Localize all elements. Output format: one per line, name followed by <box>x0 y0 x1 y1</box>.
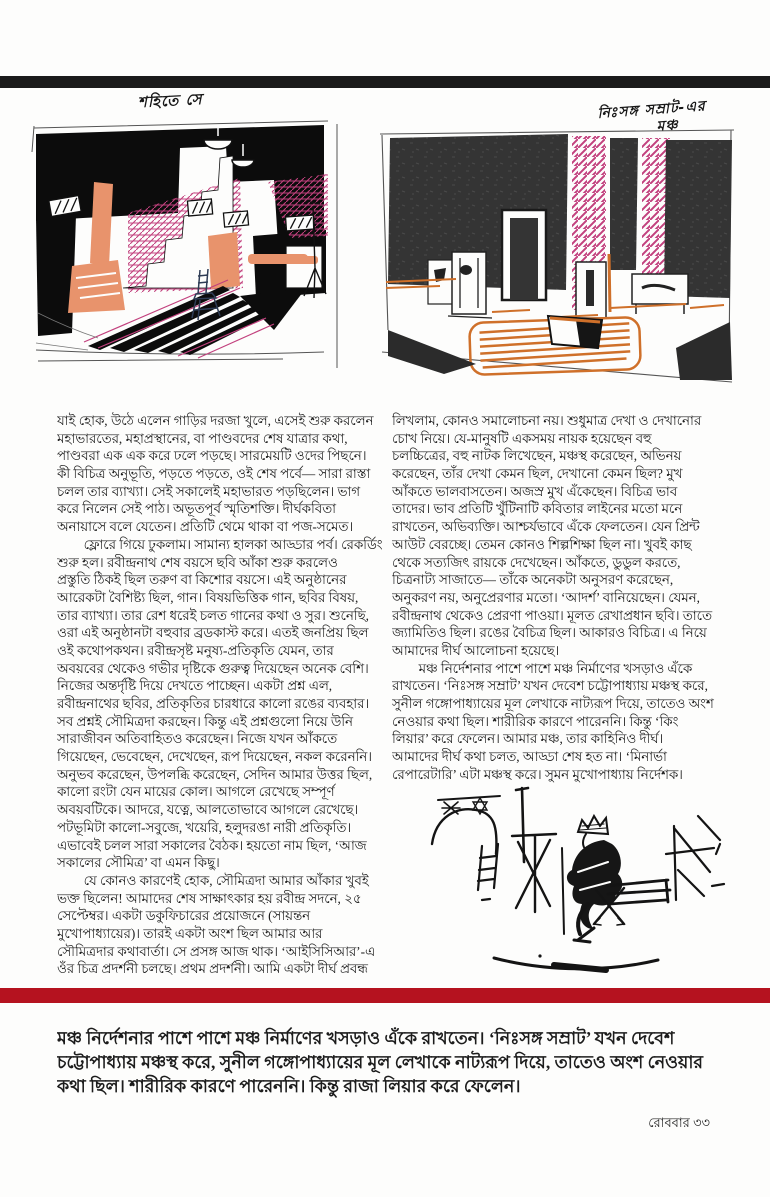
text-line: কী বিচিত্র অনুভূতি, পড়তে পড়তে, ওই শেষ পর্বে— সারা রাস্তা <box>57 466 371 482</box>
handwritten-caption-left: শহিতে সে <box>137 90 203 112</box>
text-line: রবীন্দ্রনাথ থেকেও প্রেরণা পাওয়া। মূলত রেখাপ্রধান ছবি। তাতে <box>392 607 712 623</box>
stage-design-sketch-left <box>28 118 346 386</box>
text-line: গিয়েছেন, ভেবেছেন, দেখেছেন, রূপ দিয়েছেন, নকল করেননি। <box>57 749 373 765</box>
text-line: তাদের। ভাব প্রতিটি খুঁটিনাটি কবিতার লাইনের মতো মনে <box>392 501 683 517</box>
right-door-cut <box>286 246 322 288</box>
text-line: সৌমিত্রদার কথাবার্তা। সে প্রসঙ্গ আজ থাক। ‘আইসিসিআর’-এ <box>57 943 376 959</box>
text-line: মহাভারতের, মহাপ্রস্থানের, বা পাণ্ডবদের শেষ যাত্রার কথা, <box>57 430 348 446</box>
text-line: নিজের অন্তর্দৃষ্টি দিয়ে দেখতে পাচ্ছেন। একটা প্রশ্ন এল, <box>57 678 333 694</box>
text-line: সেপ্টেম্বর। একটা ডকুফিচারের প্রয়োজনে (সায়ন্তন <box>57 908 311 924</box>
text-line: নেওয়ার কথা ছিল। শারীরিক কারণে পারেননি। কিন্তু ‘কিং <box>392 713 679 729</box>
text-line: সকালের সৌমিত্র’ বা এমন কিছু। <box>57 855 220 871</box>
handwritten-caption-right-line2: মঞ্চ <box>656 117 680 135</box>
text-line: করেছেন, তাঁর দেখা কেমন ছিল, দেখানো কেমন ছিল? মুখ <box>392 466 683 482</box>
lear-figure-sketch <box>428 782 728 992</box>
text-line: ফ্লোরে গিয়ে ঢুকলাম। সামান্য হালকা আড্ডার পর্ব। রেকর্ডিং <box>57 536 383 552</box>
top-divider-rule <box>0 76 770 88</box>
text-line: চলচ্চিত্রের, বহু নাটক লিখেছেন, মঞ্চস্থ করেছেন, অভিনয় <box>392 448 682 464</box>
text-line: রাখতেন। ‘নিঃসঙ্গ সম্রাট’ যখন দেবেশ চট্টোপাধ্যায় মঞ্চস্থ করে, <box>392 678 708 694</box>
text-line: অবয়বের থেকেও গভীর দৃষ্টিকে গুরুত্ব দিয়েছেন অনেক বেশি। <box>57 660 369 676</box>
text-line: পাণ্ডবরা এক এক করে ঢলে পড়ছে। সারমেয়টি ওদের পিছনে। <box>57 448 367 464</box>
text-line: লিয়ার’ করে ফেলেন। আমার মঞ্চ, তার কাহিনিও দীর্ঘ। <box>392 731 664 747</box>
article-column-left <box>57 412 387 982</box>
text-line: আমাদের দীর্ঘ কথা চলত, আড্ডা শেষ হত না। ‘মিনার্ভা <box>392 749 667 765</box>
text-line: আমাদের দীর্ঘ আলোচনা হয়েছে। <box>392 642 560 658</box>
text-line: রবীন্দ্রনাথের ছবির, প্রতিকৃতির চারধারে কালো রঙের ব্যবহার। <box>57 696 370 711</box>
text-line: সারাজীবন অতিবাহিতও করেছেন। নিজে যখন আঁকতে <box>57 731 338 747</box>
figure-lines <box>432 788 724 970</box>
text-line: ভক্ত ছিলেন! আমাদের শেষ সাক্ষাৎকার হয় রবীন্দ্র সদনে, ২৫ <box>57 890 362 906</box>
text-line: কালো রংটা যেন মায়ের কোল। আগলে রেখেছে সম্পূর্ণ <box>57 784 335 800</box>
text-line: চোখ নিয়ে। যে-মানুষটি একসময় নায়ক হয়েছেন বহু <box>392 430 652 446</box>
accent-rule <box>0 988 770 1003</box>
text-line: জ্যামিতিও ছিল। রঙের বৈচিত্র ছিল। আকারও বিচিত্র। এ নিয়ে <box>392 625 707 641</box>
text-line: এভাবেই চলল সারা সকালের বৈঠক। হয়তো নাম ছিল, ‘আজ <box>57 837 367 853</box>
text-line: যে কোনও কারণেই হোক, সৌমিত্রদা আমার আঁকার খুবই <box>57 872 369 888</box>
text-line: পটভূমিটা কালো-সবুজে, খয়েরি, হলুদরঙা নারী প্রতিকৃতি। <box>57 819 352 835</box>
text-line: মঞ্চ নির্দেশনার পাশে পাশে মঞ্চ নির্মাণের খসড়াও এঁকে <box>392 660 693 676</box>
text-line: সব প্রশ্নই সৌমিত্রদা করছেন। কিন্তু এই প্রশ্নগুলো নিয়ে উনি <box>57 713 353 729</box>
text-line: তার ব্যাখ্যা। তার রেশ ধরেই চলত গানের কথা ও সুর। শুনেছি, <box>57 607 369 623</box>
text-line: অনুভব করেছেন, উপলব্ধি করেছেন, সেদিন আমার উত্তর ছিল, <box>57 766 373 782</box>
door-frame <box>502 210 546 300</box>
text-line: সুনীল গঙ্গোপাধ্যায়ের মূল লেখাকে নাট্যরূপ দিয়ে, তাতেও অংশ <box>392 696 714 711</box>
text-line: ওঁর চিত্র প্রদর্শনী চলছে। প্রথম প্রদর্শনী। আমি একটা দীর্ঘ প্রবন্ধ <box>57 961 368 977</box>
text-line: আরেকটা বৈশিষ্ট্য ছিল, গান। বিষয়ভিত্তিক গান, ছবির বিষয়, <box>57 589 359 605</box>
text-line: ওই কথোপকথন। রবীন্দ্রসৃষ্ট মনুষ্য-প্রতিকৃতি যেমন, তার <box>57 642 334 658</box>
text-line: আঁকতে ভালবাসতেন। অজস্র মুখ এঁকেছেন। বিচিত্র ভাব <box>392 483 678 499</box>
text-line: মুখোপাধ্যায়ের)। তারই একটা অংশ ছিল আমার আর <box>57 925 323 941</box>
pull-quote-line: মঞ্চ নির্দেশনার পাশে পাশে মঞ্চ নির্মাণের খসড়াও এঁকে রাখতেন। ‘নিঃসঙ্গ সম্রাট’ যখন দেবেশ <box>57 1028 675 1048</box>
text-line: থেকে সত্যজিৎ রায়কে দেখেছেন। আঁকতে, ডুডুল করতে, <box>392 554 681 570</box>
pull-quote-line: কথা ছিল। শারীরিক কারণে পারেননি। কিন্তু রাজা লিয়ার করে ফেলেন। <box>57 1076 521 1096</box>
text-line: লিখলাম, কোনও সমালোচনা নয়। শুধুমাত্র দেখা ও দেখানোর <box>392 413 702 428</box>
handwritten-caption-right-line1: নিঃসঙ্গ সম্রাট-এর <box>597 98 707 122</box>
text-line: রেপারেটারি’ এটা মঞ্চস্থ করে। সুমন মুখোপাধ্যায় নির্দেশক। <box>392 766 683 782</box>
bench <box>548 316 602 348</box>
stage-design-sketch-right <box>380 112 742 390</box>
page-footer: রোববার ৩৩ <box>648 1115 710 1130</box>
text-line: রাখতেন, অভিব্যক্তি। আশ্চর্যভাবে এঁকে ফেলতেন। যেন প্রিন্ট <box>392 519 700 535</box>
text-line: আউট বেরচ্ছে। তেমন কোনও শিল্পশিক্ষা ছিল না। খুবই কাছ <box>392 536 692 552</box>
text-line: যাই হোক, উঠে এলেন গাড়ির দরজা খুলে, এসেই শুরু করলেন <box>57 413 374 428</box>
text-line: করে নিলেন সেই পাঠ। অভূতপূর্ব স্মৃতিশক্তি। দীর্ঘকবিতা <box>57 501 337 517</box>
pull-quote-line: চট্টোপাধ্যায় মঞ্চস্থ করে, সুনীল গঙ্গোপাধ্যায়ের মূল লেখাকে নাট্যরূপ দিয়ে, তাতেও অংশ নেওয়ার <box>57 1052 704 1072</box>
pull-quote <box>57 1026 729 1098</box>
text-line: ওরা এই অনুষ্ঠানটা বহুবার ব্রডকাস্ট করে। এতই জনপ্রিয় ছিল <box>57 625 369 641</box>
text-line: প্রস্তুতি ঠিকই ছিল তরুণ বা কিশোর বয়সে। এই অনুষ্ঠানের <box>57 572 347 588</box>
text-line: অনায়াসে বলে যেতেন। প্রতিটি থেমে থাকা বা পজ-সমেত। <box>57 519 354 535</box>
text-line: অনুকরণ নয়, অনুপ্রেরণার মতো। ‘আদর্শ’ বানিয়েছেন। যেমন, <box>392 589 700 605</box>
article-column-right <box>392 412 724 792</box>
text-line: চলল তার ব্যাখ্যা। সেই সকালেই মহাভারত পড়ছিলেন। ভাগ <box>57 483 361 499</box>
text-line: অবয়বটিকে। আদরে, যত্নে, আলতোভাবে আগলে রেখেছে। <box>57 802 359 818</box>
text-line: শুরু হল। রবীন্দ্রনাথ শেষ বয়সে ছবি আঁকা শুরু করলেও <box>57 554 338 570</box>
text-line: চিত্রনাট্য সাজাতে— তাঁকে অনেকটা অনুসরণ করেছেন, <box>392 572 674 588</box>
